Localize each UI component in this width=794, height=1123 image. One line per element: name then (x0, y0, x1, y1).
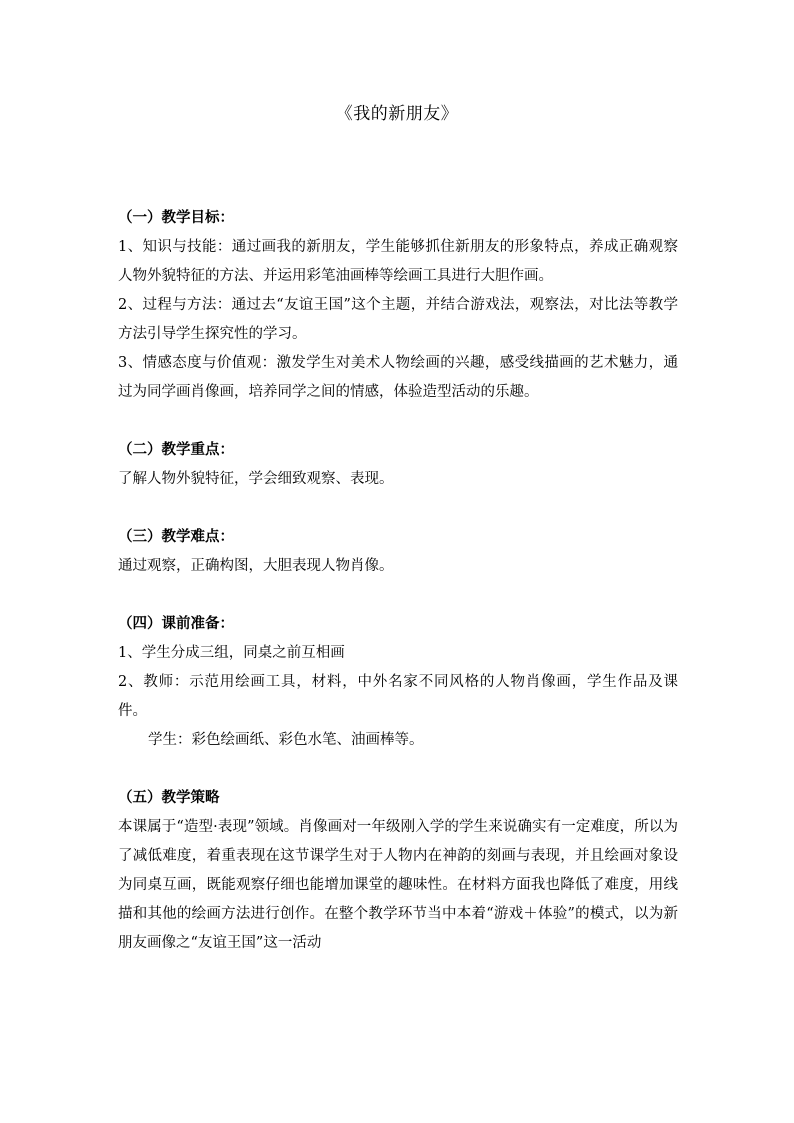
document-body (118, 204, 678, 958)
section-heading: （一）教学目标： (118, 210, 234, 226)
section-heading: （五）教学策略 (118, 790, 220, 806)
objective-item: 2、过程与方法：通过去“友谊王国”这个主题，并结合游戏法，观察法，对比法等教学方法引导学生探究性的学习。 (118, 297, 678, 342)
section-heading: （四）课前准备： (118, 616, 234, 632)
section-key-points (118, 436, 678, 494)
section-text: 了解人物外貌特征，学会细致观察、表现。 (118, 471, 394, 487)
section-text: 本课属于“造型·表现”领域。肖像画对一年级刚入学的学生来说确实有一定难度，所以为了减低难度，着重表现在这节课学生对于人物内在神韵的刻画与表现，并且绘画对象设为同桌互画，既能观察仔细也能增加课堂的趣味性。在材料方面我也降低了难度，用线描和其他的绘画方法进行创作。在整个教学环节当中本着“游戏＋体验”的模式，以为新朋友画像之“友谊王国”这一活动 (118, 819, 678, 951)
document-title: 《我的新朋友》 (335, 104, 459, 124)
preparation-item: 学生：彩色绘画纸、彩色水笔、油画棒等。 (148, 732, 424, 748)
section-teaching-objectives (118, 204, 678, 407)
preparation-item: 1、学生分成三组，同桌之前互相画 (118, 645, 345, 661)
section-heading: （三）教学难点： (118, 529, 234, 545)
objective-item: 1、知识与技能：通过画我的新朋友，学生能够抓住新朋友的形象特点，养成正确观察人物外貌特征的方法、并运用彩笔油画棒等绘画工具进行大胆作画。 (118, 239, 678, 284)
section-heading: （二）教学重点： (118, 442, 234, 458)
section-text: 通过观察，正确构图，大胆表现人物肖像。 (118, 558, 394, 574)
section-preparation (118, 610, 678, 755)
objective-item: 3、情感态度与价值观：激发学生对美术人物绘画的兴趣，感受线描画的艺术魅力，通过为同学画肖像画，培养同学之间的情感，体验造型活动的乐趣。 (118, 355, 678, 400)
section-strategy (118, 784, 678, 958)
section-difficulties (118, 523, 678, 581)
preparation-item: 2、教师：示范用绘画工具，材料，中外名家不同风格的人物肖像画，学生作品及课件。 (118, 674, 678, 719)
